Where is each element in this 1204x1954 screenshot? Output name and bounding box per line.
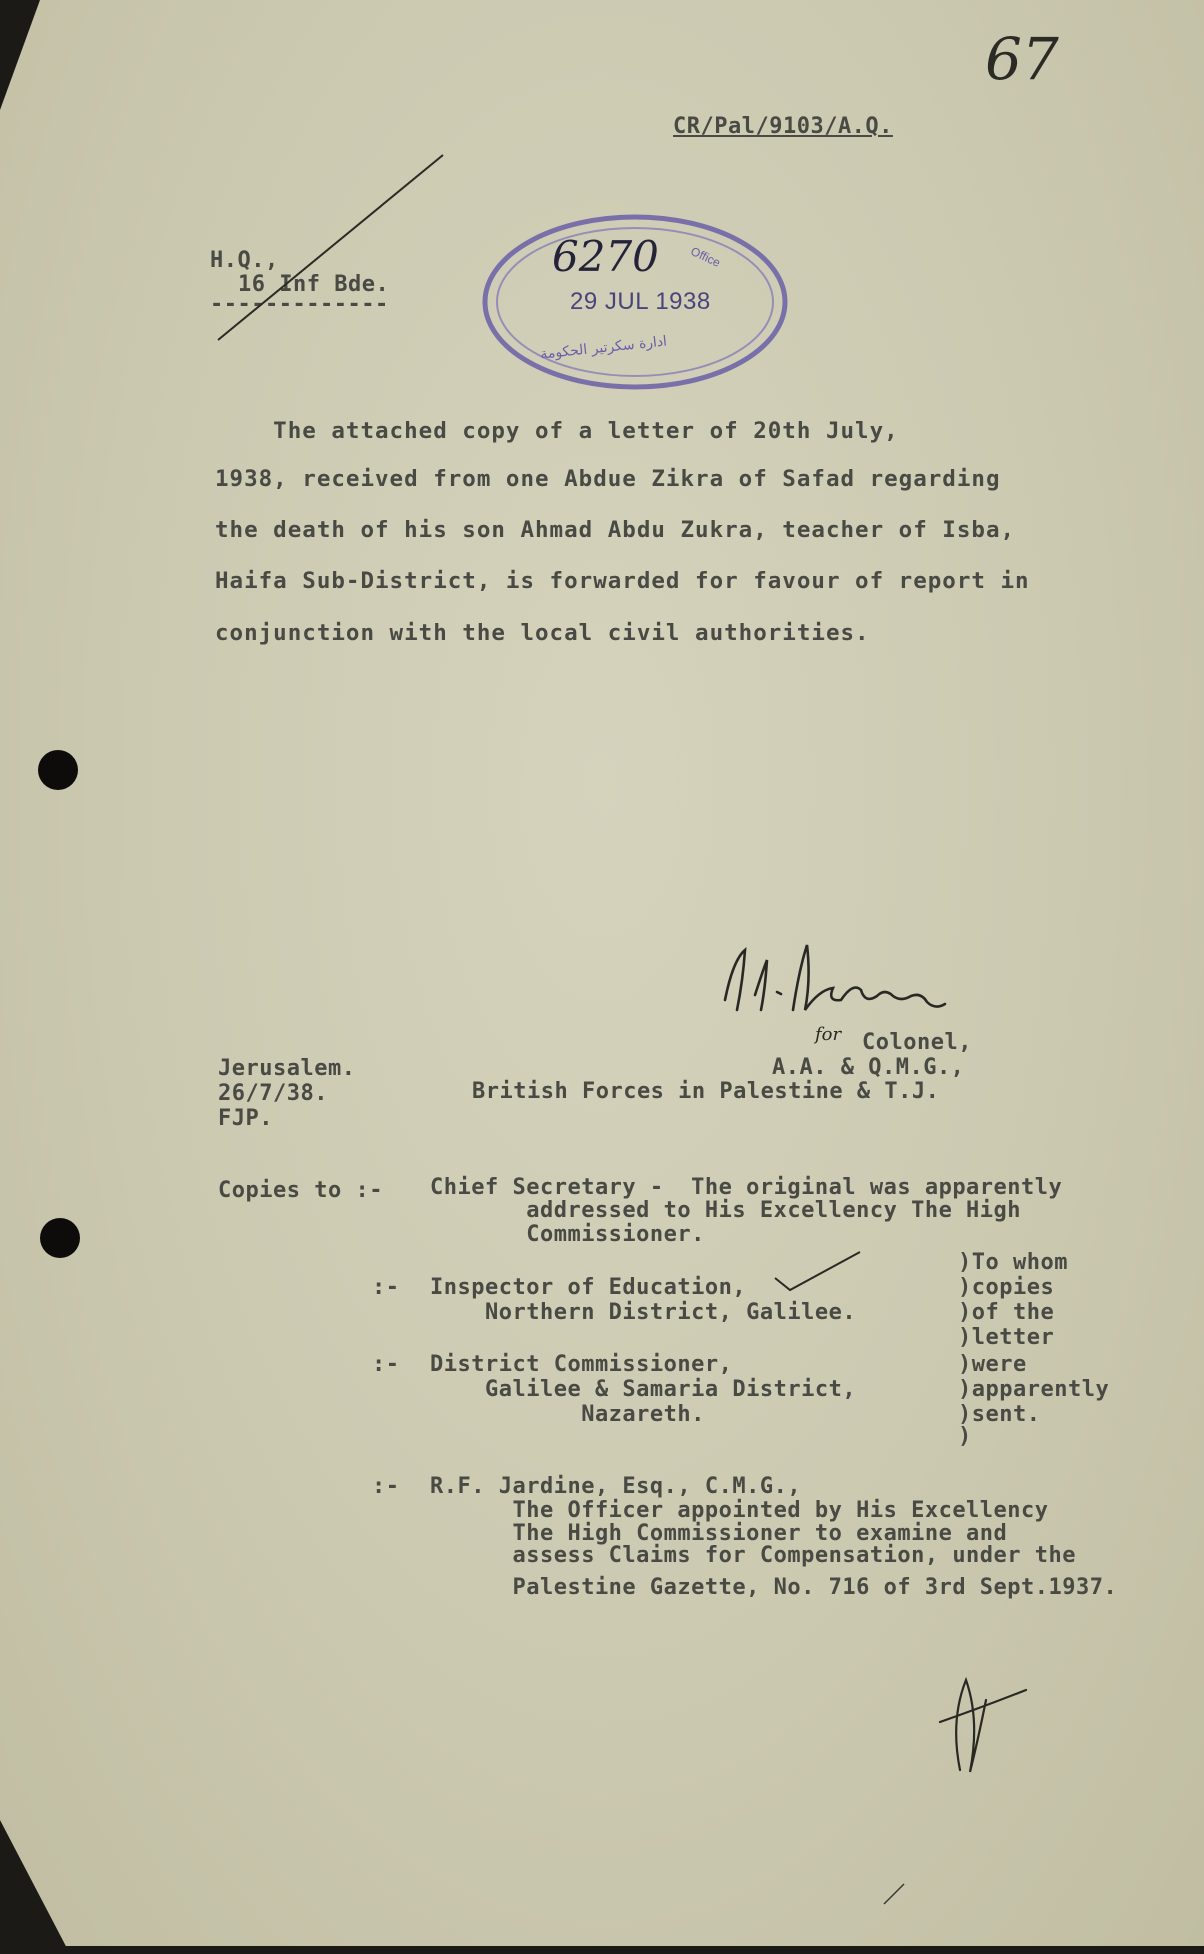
stamp-office-label: Office [688, 244, 723, 270]
copy-1-line-1: Chief Secretary - The original was apparently [430, 1175, 1063, 1200]
pencil-small-mark [880, 1880, 910, 1910]
bracket-note-5: )were [958, 1352, 1027, 1377]
addressee-rule: ------------- [210, 292, 389, 317]
stamp-number: 6270 [552, 232, 659, 281]
bracket-note-4: )letter [958, 1325, 1055, 1350]
signature-rank: Colonel, [862, 1030, 972, 1055]
received-stamp [480, 210, 790, 395]
copy-4-line-2: The Officer appointed by His Excellency [430, 1498, 1049, 1523]
origin-place: Jerusalem. [218, 1056, 356, 1081]
copy-3-line-1: District Commissioner, [430, 1352, 733, 1377]
addressee-line-2: 16 Inf Bde. [238, 272, 390, 297]
pencil-initial-mark [920, 1660, 1040, 1790]
origin-initials: FJP. [218, 1106, 273, 1131]
copy-3-line-3: Nazareth. [430, 1402, 705, 1427]
bracket-note-2: )copies [958, 1275, 1055, 1300]
bracket-note-3: )of the [958, 1300, 1055, 1325]
copy-4-line-4: assess Claims for Compensation, under the [430, 1543, 1077, 1568]
copy-3-line-2: Galilee & Samaria District, [430, 1377, 857, 1402]
bracket-note-6: )apparently [958, 1377, 1110, 1402]
copy-4-line-1: R.F. Jardine, Esq., C.M.G., [430, 1474, 802, 1499]
copy-4-marker: :- [372, 1474, 400, 1499]
body-line-2: 1938, received from one Abdue Zikra of Safad regarding [215, 466, 1001, 492]
signature-appointment: A.A. & Q.M.G., [772, 1055, 965, 1080]
copy-4-line-5: Palestine Gazette, No. 716 of 3rd Sept.1937. [430, 1575, 1118, 1600]
stamp-date: 29 JUL 1938 [570, 288, 711, 315]
copies-heading: Copies to :- [218, 1178, 383, 1203]
copy-2-line-2: Northern District, Galilee. [430, 1300, 857, 1325]
pencil-tick-mark [770, 1248, 870, 1298]
body-line-1: The attached copy of a letter of 20th July, [215, 418, 899, 444]
bracket-note-8: ) [958, 1424, 972, 1449]
body-line-4: Haifa Sub-District, is forwarded for favour of report in [215, 568, 1030, 594]
copy-2-line-1: Inspector of Education, [430, 1275, 747, 1300]
copy-2-marker: :- [372, 1275, 400, 1300]
page-number: 67 [985, 25, 1059, 93]
reference-number: CR/Pal/9103/A.Q. [673, 114, 893, 139]
body-line-3: the death of his son Ahmad Abdu Zukra, teacher of Isba, [215, 517, 1016, 543]
handwritten-signature [715, 940, 955, 1030]
origin-date: 26/7/38. [218, 1081, 328, 1106]
copy-4-line-3: The High Commissioner to examine and [430, 1521, 1008, 1546]
body-line-5: conjunction with the local civil authorities. [215, 620, 870, 646]
copy-1-line-2: addressed to His Excellency The High [430, 1198, 1022, 1223]
addressee-line-1: H.Q., [210, 248, 279, 273]
bracket-note-7: )sent. [958, 1402, 1041, 1427]
copy-3-marker: :- [372, 1352, 400, 1377]
signature-unit: British Forces in Palestine & T.J. [472, 1079, 940, 1104]
stamp-arabic-text: ادارة سكرتير الحكومة [539, 333, 668, 363]
bracket-note-1: )To whom [958, 1250, 1068, 1275]
signature-for-prefix: for [815, 1024, 842, 1045]
copy-1-line-3: Commissioner. [430, 1222, 705, 1247]
